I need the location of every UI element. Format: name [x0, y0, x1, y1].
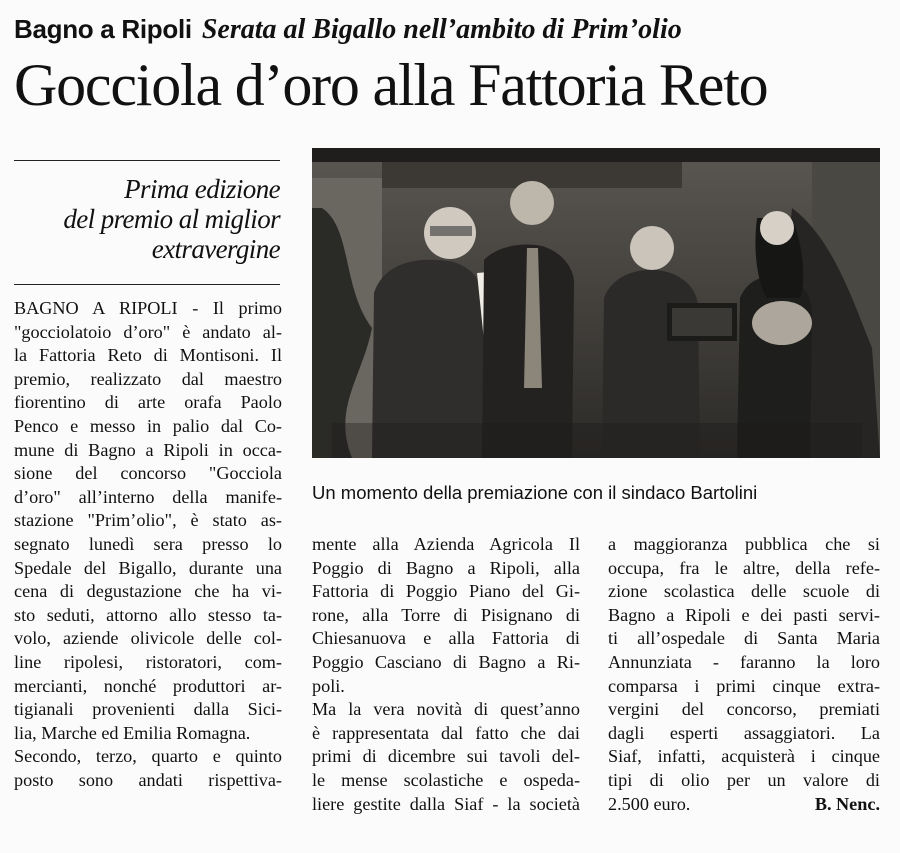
text-line: ti all’ospedale di Santa Maria [608, 628, 880, 649]
text-line: fiorentino di arte orafa Paolo [14, 392, 282, 413]
text-line: Fattoria di Poggio Piano del Gi- [312, 581, 580, 602]
text-line: mune di Bagno a Ripoli in occa- [14, 439, 282, 460]
text-line: Chiesanuova e alla Fattoria di [312, 628, 580, 649]
subhead-line: extravergine [151, 234, 280, 264]
text-line: occupa, fra le altre, della refe- [608, 557, 880, 578]
text-line: poli. [312, 675, 345, 696]
article-column-2 [312, 533, 580, 816]
text-line: comparsa i primi cinque extra- [608, 675, 880, 696]
text-line: a maggioranza pubblica che si [608, 534, 880, 554]
text-line: "gocciolatoio d’oro" è andato al- [14, 321, 282, 342]
text-line: sione del concorso "Gocciola [14, 463, 282, 484]
text-line: le mense scolastiche e ospeda- [312, 769, 580, 790]
text-line: premio, realizzato dal maestro [14, 368, 282, 389]
text-line: Annunziata - faranno la loro [608, 651, 880, 672]
text-line: la Fattoria Reto di Montisoni. Il [14, 345, 282, 366]
text-line: liere gestite dalla Siaf - la società [312, 793, 580, 814]
text-line: Penco e messo in palio dal Co- [14, 415, 282, 436]
text-line: tigianali provenienti dalla Sici- [14, 699, 282, 720]
text-line: tipi di olio per un valore di [608, 769, 880, 790]
subhead-top-rule [14, 160, 280, 161]
award-photo-image [312, 148, 880, 458]
text-line: stazione "Prim’olio", è stato as- [14, 510, 282, 531]
text-line: zione scolastica delle scuole di [608, 581, 880, 602]
text-line: primi di dicembre sui tavoli del- [312, 746, 580, 767]
text-line: vergini del concorso, premiati [608, 699, 880, 720]
final-line [608, 793, 880, 817]
text-line: sto seduti, attorno allo stesso ta- [14, 604, 282, 625]
text-line: Poggio Casciano di Bagno a Ri- [312, 651, 580, 672]
text-line: cena di degustazione che ha vi- [14, 581, 282, 602]
text-line: Ma la vera novità di quest’anno [312, 699, 580, 720]
subhead-line: Prima edizione [124, 174, 280, 204]
text-line: è rappresentata dal fatto che dai [312, 722, 580, 743]
author-signature: B. Nenc. [814, 793, 880, 814]
article-column-3 [608, 533, 880, 816]
text-line: mente alla Azienda Agricola Il [312, 534, 580, 554]
article-column-1 [14, 297, 282, 792]
text-line: posto sono andati rispettiva- [14, 769, 282, 790]
text-line: Bagno a Ripoli e dei pasti servi- [608, 604, 880, 625]
text-line: dagli esperti assaggiatori. La [608, 722, 880, 743]
award-photo [312, 148, 880, 458]
text-line: volo, aziende olivicole delle col- [14, 628, 282, 649]
text-line: Spedale del Bigallo, durante una [14, 557, 282, 578]
subhead [14, 174, 280, 264]
kicker-place: Bagno a Ripoli [14, 14, 192, 44]
subhead-line: del premio al miglior [63, 204, 280, 234]
subhead-bottom-rule [14, 284, 280, 285]
text-line: d’oro" all’interno della manife- [14, 486, 282, 507]
text-line: Poggio di Bagno a Ripoli, alla [312, 557, 580, 578]
text-line: segnato lunedì sera presso lo [14, 533, 282, 554]
text-line: BAGNO A RIPOLI - Il primo [14, 298, 282, 318]
photo-caption: Un momento della premiazione con il sindaco Bartolini [312, 482, 758, 503]
text-line: mercianti, nonché produttori ar- [14, 675, 282, 696]
text-line: lia, Marche ed Emilia Romagna. [14, 722, 251, 743]
kicker-subtitle: Serata al Bigallo nell’ambito di Prim’olio [201, 14, 682, 45]
kicker [14, 12, 894, 48]
text-line: rone, alla Torre di Pisignano di [312, 604, 580, 625]
headline: Gocciola d’oro alla Fattoria Reto [14, 52, 768, 118]
text-line: Secondo, terzo, quarto e quinto [14, 746, 282, 767]
text-line: line ripolesi, ristoratori, com- [14, 651, 282, 672]
text-line: Siaf, infatti, acquisterà i cinque [608, 746, 880, 767]
text-line: 2.500 euro. [608, 793, 691, 814]
